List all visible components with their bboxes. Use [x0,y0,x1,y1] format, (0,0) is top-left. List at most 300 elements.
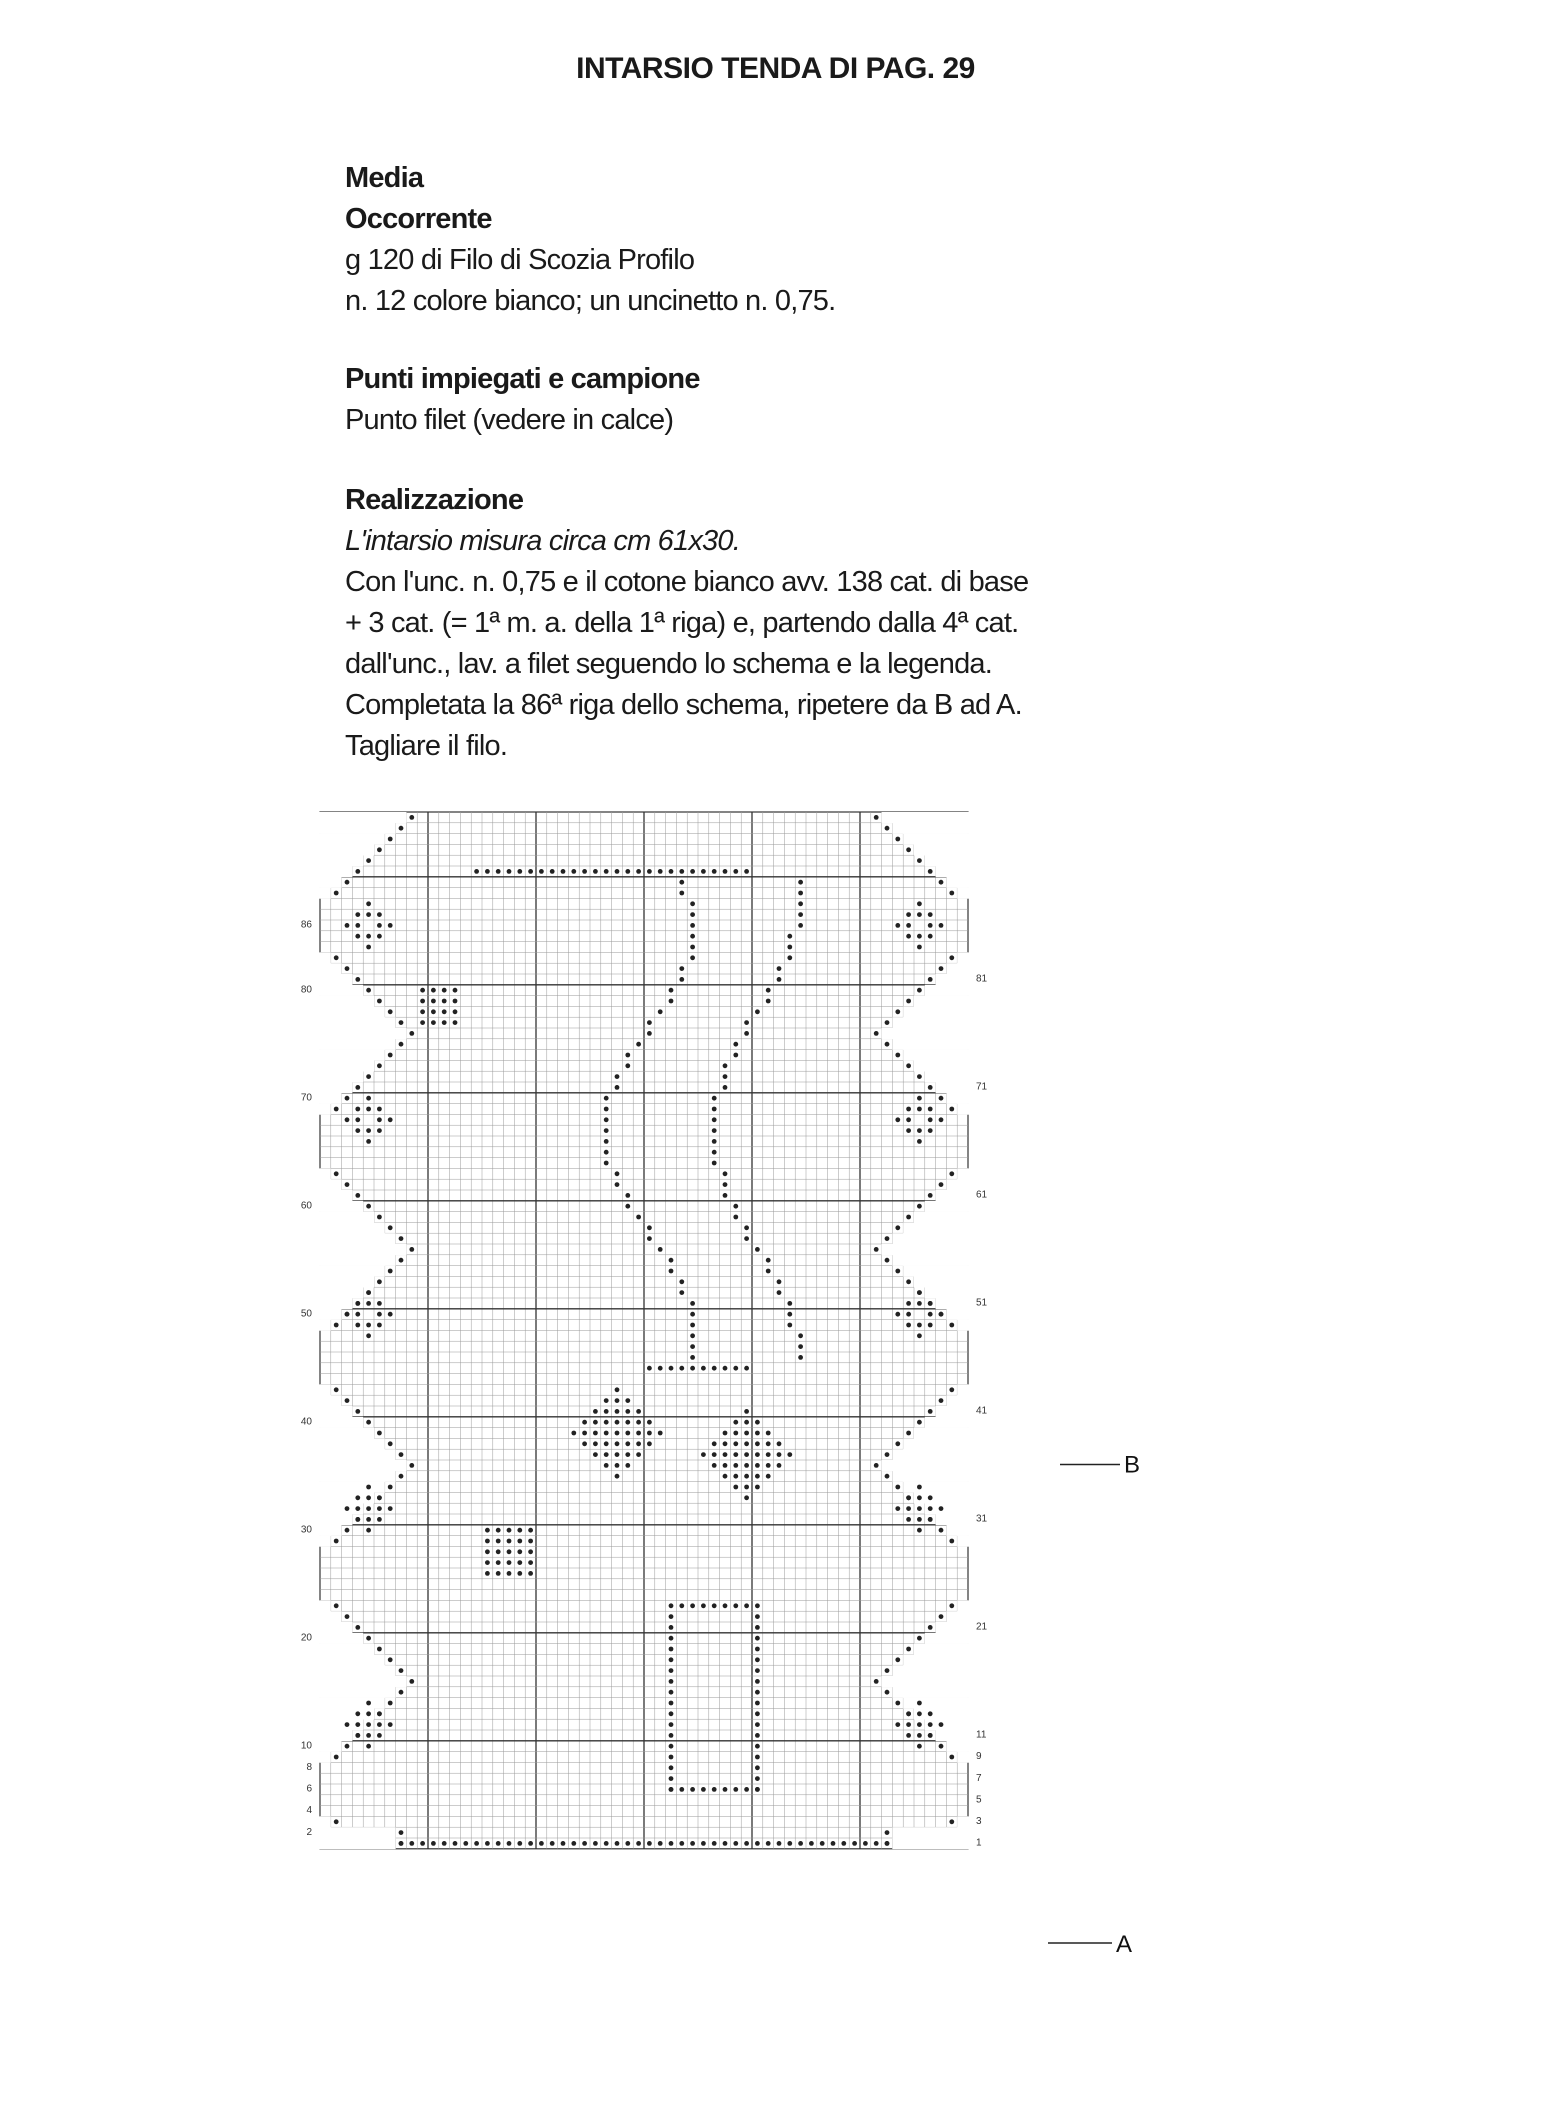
edge-mask-left [319,1827,396,1838]
filled-square [366,1139,371,1144]
filled-square [355,1722,360,1727]
filled-square [895,1657,900,1662]
filled-square [669,1366,674,1371]
filled-square [744,1225,749,1230]
filled-square [679,869,684,874]
filled-square [366,1485,371,1490]
filled-square [928,1107,933,1112]
filled-square [906,1722,911,1727]
filled-square [712,1107,717,1112]
filled-square [334,1819,339,1824]
edge-mask-left [319,974,352,985]
edge-mask-right [914,844,969,855]
filled-square [615,1398,620,1403]
edge-mask-left [319,812,406,823]
filled-square [712,1117,717,1122]
edge-mask-right [925,1417,969,1428]
filled-square [755,1668,760,1673]
filled-square [928,1128,933,1133]
filled-square [755,1009,760,1014]
filled-square [366,1701,371,1706]
filled-square [377,1733,382,1738]
filled-square [723,1603,728,1608]
filled-square [625,1452,630,1457]
filled-square [377,1722,382,1727]
filled-square [355,1128,360,1133]
filled-square [885,1474,890,1479]
filled-square [885,1020,890,1025]
filled-square [669,1647,674,1652]
row-label-right: 61 [976,1189,988,1201]
filled-square [355,1711,360,1716]
edge-mask-right [946,1309,969,1320]
edge-mask-right [957,1104,969,1115]
filled-square [755,1679,760,1684]
filled-square [885,1042,890,1047]
filled-square [895,923,900,928]
filled-square [874,1463,879,1468]
filled-square [906,1312,911,1317]
filled-square [733,1053,738,1058]
filled-square [388,1506,393,1511]
edge-mask-right [914,1276,969,1287]
edge-mask-left [319,985,363,996]
filled-square [345,966,350,971]
filled-square [420,999,425,1004]
filled-square [355,1085,360,1090]
filled-square [615,1474,620,1479]
filled-square [355,1117,360,1122]
filled-square [733,1474,738,1479]
edge-mask-left [319,866,352,877]
filled-square [593,1441,598,1446]
filled-square [917,1636,922,1641]
filled-square [399,1020,404,1025]
filled-square [895,1312,900,1317]
filled-square [334,1387,339,1392]
filled-square [874,1679,879,1684]
filled-square [366,858,371,863]
filled-square [723,1452,728,1457]
filled-square [388,1117,393,1122]
filled-square [744,1452,749,1457]
filled-square [636,1441,641,1446]
filled-square [658,1841,663,1846]
filled-square [928,1711,933,1716]
filled-square [388,1225,393,1230]
filled-square [604,1139,609,1144]
row-label-left: 50 [300,1308,312,1320]
filled-square [917,1733,922,1738]
filled-square [517,1841,522,1846]
edge-mask-right [936,1298,969,1309]
filled-square [420,1009,425,1014]
filled-square [366,1096,371,1101]
filled-square [593,1841,598,1846]
filled-square [906,1495,911,1500]
edge-mask-right [903,1266,969,1277]
filled-square [766,1441,771,1446]
filled-square [453,1841,458,1846]
filled-square [604,1128,609,1133]
edge-mask-left [319,1406,352,1417]
filled-square [679,1290,684,1295]
edge-mask-right [946,963,969,974]
filled-square [949,1819,954,1824]
filled-square [755,1733,760,1738]
filled-square [355,1193,360,1198]
filled-square [917,1744,922,1749]
edge-mask-right [914,1492,969,1503]
filled-square [377,912,382,917]
edge-mask-right [903,1698,969,1709]
making-heading: Realizzazione [345,484,524,516]
filled-square [561,869,566,874]
filled-square [917,988,922,993]
edge-mask-right [925,855,969,866]
filled-square [582,1841,587,1846]
edge-mask-right [925,1287,969,1298]
filled-square [669,869,674,874]
filled-square [885,1830,890,1835]
filled-square [442,1020,447,1025]
filled-square [345,1117,350,1122]
edge-mask-right [946,1093,969,1104]
filled-square [755,1657,760,1662]
filled-square [615,1074,620,1079]
edge-mask-right [882,1244,969,1255]
filled-square [949,1387,954,1392]
edge-mask-left [319,1838,396,1849]
row-label-right: 41 [976,1405,988,1417]
edge-mask-right [925,1633,969,1644]
edge-mask-left [319,834,385,845]
filled-square [755,1474,760,1479]
filled-square [647,869,652,874]
filled-square [507,1539,512,1544]
filled-square [604,1463,609,1468]
edge-mask-right [946,877,969,888]
edge-mask-left [319,1752,331,1763]
filled-square [939,1528,944,1533]
filled-square [863,1841,868,1846]
filled-square [571,1431,576,1436]
edge-mask-right [936,1406,969,1417]
filled-square [712,1161,717,1166]
edge-mask-right [957,888,969,899]
filled-square [647,1236,652,1241]
filled-square [895,1701,900,1706]
filled-square [939,1312,944,1317]
filled-square [939,1096,944,1101]
filled-square [906,1063,911,1068]
filled-square [917,1517,922,1522]
filled-square [690,1323,695,1328]
filled-square [420,1841,425,1846]
filled-square [625,1431,630,1436]
filled-square [917,1528,922,1533]
filled-square [755,1625,760,1630]
filled-square [755,1701,760,1706]
filled-square [690,912,695,917]
filled-square [755,1647,760,1652]
filled-square [625,1841,630,1846]
filet-chart-svg [280,800,1240,1990]
edge-mask-left [319,1730,352,1741]
filled-square [399,1841,404,1846]
filled-square [723,1841,728,1846]
filled-square [366,1722,371,1727]
edge-mask-right [914,1644,969,1655]
filled-square [496,1549,501,1554]
filled-square [399,1258,404,1263]
filled-square [928,1733,933,1738]
filled-square [733,1042,738,1047]
filled-square [604,1441,609,1446]
edge-mask-left [319,1222,385,1233]
filled-square [355,1733,360,1738]
filled-square [345,1312,350,1317]
materials-heading: Occorrente [345,203,492,235]
filled-square [939,1117,944,1122]
row-label-right: 11 [976,1729,987,1741]
filled-square [431,1020,436,1025]
filled-square [885,1690,890,1695]
filled-square [679,1787,684,1792]
filled-square [712,1441,717,1446]
filled-square [755,1247,760,1252]
filled-square [712,1841,717,1846]
filled-square [334,1323,339,1328]
filled-square [355,1506,360,1511]
filled-square [517,869,522,874]
edge-mask-left [319,1417,363,1428]
filled-square [723,1193,728,1198]
filled-square [431,999,436,1004]
filled-square [604,1431,609,1436]
filled-square [517,1571,522,1576]
filled-square [636,1420,641,1425]
filled-square [744,1031,749,1036]
filled-square [625,1463,630,1468]
filled-square [355,1625,360,1630]
row-label-left: 86 [300,919,312,931]
edge-mask-right [882,1460,969,1471]
filled-square [917,858,922,863]
filled-square [366,1517,371,1522]
filled-square [690,945,695,950]
edge-mask-right [936,1622,969,1633]
filled-square [366,1744,371,1749]
filled-square [949,1171,954,1176]
filled-square [388,1053,393,1058]
filled-square [939,923,944,928]
filled-square [463,1841,468,1846]
filled-square [453,1020,458,1025]
filled-square [733,1204,738,1209]
row-label-left: 20 [300,1632,312,1644]
edge-mask-left [319,1600,331,1611]
filled-square [485,869,490,874]
filled-square [679,1841,684,1846]
filled-square [723,1171,728,1176]
filled-square [852,1841,857,1846]
filled-square [377,847,382,852]
stitches-section [345,359,1245,441]
filled-square [485,1841,490,1846]
filled-square [377,923,382,928]
filled-square [906,1431,911,1436]
filled-square [582,1441,587,1446]
filled-square [604,1117,609,1122]
filled-square [766,1474,771,1479]
filled-square [507,1571,512,1576]
edge-mask-left [319,1536,331,1547]
filled-square [939,880,944,885]
filled-square [949,955,954,960]
row-label-right: 81 [976,973,988,985]
filled-square [571,1841,576,1846]
filled-square [539,1841,544,1846]
filled-square [733,869,738,874]
filled-square [733,1420,738,1425]
filled-square [453,999,458,1004]
filled-square [388,1269,393,1274]
filled-square [928,1323,933,1328]
filled-square [366,934,371,939]
edge-mask-right [882,1676,969,1687]
filled-square [366,1128,371,1133]
filled-square [366,988,371,993]
filled-square [528,1560,533,1565]
filled-square [917,1107,922,1112]
filled-square [377,1279,382,1284]
filled-square [507,1560,512,1565]
filled-square [787,955,792,960]
filled-square [744,1420,749,1425]
edge-mask-left [319,963,342,974]
row-label-left: 2 [306,1826,312,1838]
filled-square [496,1841,501,1846]
edge-mask-left [319,1384,331,1395]
making-section [345,480,1245,767]
filled-square [377,1711,382,1716]
filled-square [625,1063,630,1068]
filled-square [593,1452,598,1457]
filled-square [928,923,933,928]
filled-square [669,999,674,1004]
filled-square [377,1517,382,1522]
filled-square [917,1495,922,1500]
filled-square [625,1441,630,1446]
filled-square [787,1841,792,1846]
filled-square [474,869,479,874]
filled-square [669,1701,674,1706]
row-label-left: 80 [300,984,312,996]
edge-mask-left [319,1050,385,1061]
filled-square [755,1787,760,1792]
row-label-left: 10 [300,1740,312,1752]
filled-square [604,1452,609,1457]
edge-mask-left [319,1201,363,1212]
filled-square [388,1441,393,1446]
filled-square [874,1031,879,1036]
filled-square [831,1841,836,1846]
filled-square [334,1107,339,1112]
filled-square [409,1841,414,1846]
filled-square [874,1247,879,1252]
filled-square [399,1236,404,1241]
filled-square [798,1841,803,1846]
filled-square [431,1009,436,1014]
filled-square [928,977,933,982]
edge-mask-left [319,1654,385,1665]
filled-square [388,1701,393,1706]
edge-mask-right [936,1190,969,1201]
edge-mask-left [319,1428,374,1439]
filled-square [355,1517,360,1522]
filled-square [669,1636,674,1641]
filled-square [690,1312,695,1317]
edge-mask-right [936,1730,969,1741]
filet-chart [280,800,1240,1990]
materials-line-1: g 120 di Filo di Scozia Profilo [345,244,695,276]
edge-mask-right [946,1741,969,1752]
filled-square [744,1366,749,1371]
filled-square [906,934,911,939]
filled-square [906,1215,911,1220]
filled-square [712,1603,717,1608]
filled-square [733,1841,738,1846]
filled-square [345,923,350,928]
filled-square [593,1409,598,1414]
filled-square [615,1409,620,1414]
filled-square [874,1841,879,1846]
edge-mask-right [957,1536,969,1547]
filled-square [755,1776,760,1781]
filled-square [647,1441,652,1446]
filled-square [366,1420,371,1425]
filled-square [744,1441,749,1446]
filled-square [906,1117,911,1122]
edge-mask-left [319,1320,331,1331]
filled-square [766,988,771,993]
filled-square [517,1528,522,1533]
filled-square [690,1366,695,1371]
filled-square [787,1323,792,1328]
filled-square [496,1539,501,1544]
row-label-right: 1 [976,1837,982,1849]
edge-mask-left [319,1244,406,1255]
filled-square [647,1841,652,1846]
filled-square [723,1441,728,1446]
filled-square [906,1517,911,1522]
filled-square [679,891,684,896]
filled-square [582,869,587,874]
filled-square [355,1409,360,1414]
filled-square [744,1463,749,1468]
filled-square [528,1571,533,1576]
filled-square [355,1107,360,1112]
edge-mask-left [319,1525,342,1536]
filled-square [669,1614,674,1619]
filled-square [669,1269,674,1274]
filled-square [636,1042,641,1047]
filled-square [755,1441,760,1446]
filled-square [507,1528,512,1533]
edge-mask-right [903,1438,969,1449]
filled-square [723,1063,728,1068]
